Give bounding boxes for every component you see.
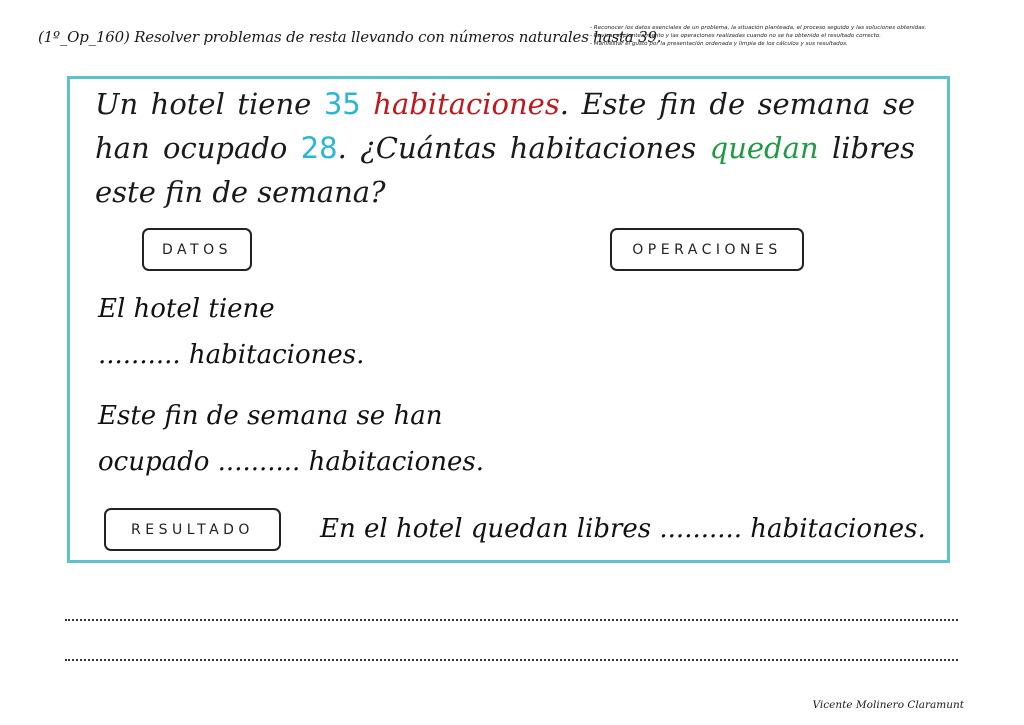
highlight-habitaciones: habitaciones: [373, 87, 560, 121]
problem-text: . Este fin de semana se han ocupado: [95, 87, 916, 165]
highlight-quedan: quedan: [709, 131, 819, 165]
rooms-total-number: 35: [323, 87, 361, 121]
evaluation-criteria: [590, 24, 1000, 48]
resultado-sentence: En el hotel quedan libres .......... habitaciones.: [320, 514, 926, 544]
resultado-label-box: RESULTADO: [104, 508, 281, 551]
answer-line-2: [65, 659, 958, 661]
criterion-1: - Reconocer los datos esenciales de un problema, la situación planteada, el proceso seguido y las soluciones obtenidas.: [590, 25, 927, 31]
rooms-occupied-number: 28: [300, 131, 338, 165]
problem-text: libres este fin de semana?: [95, 131, 915, 209]
datos-line-2: .......... habitaciones.: [98, 340, 365, 370]
datos-line-1: El hotel tiene: [98, 294, 275, 324]
datos-line-4: ocupado .......... habitaciones.: [98, 447, 485, 477]
datos-line-3: Este fin de semana se han: [98, 401, 443, 431]
answer-line-1: [65, 619, 958, 621]
problem-text: . ¿Cuántas habitaciones: [337, 131, 710, 165]
problem-text: [361, 87, 374, 121]
criterion-2: - Revisar el planteamiento y las operaciones realizadas cuando no se ha obtenido el resultado correcto.: [590, 33, 881, 39]
problem-statement: [95, 82, 915, 214]
datos-label-box: DATOS: [142, 228, 252, 271]
operaciones-label-box: OPERACIONES: [610, 228, 804, 271]
criterion-3: - Manifestar el gusto por la presentación ordenada y limpia de los cálculos y sus resultados.: [590, 41, 848, 47]
problem-text: Un hotel tiene: [95, 87, 324, 121]
worksheet-title: (1º_Op_160) Resolver problemas de resta llevando con números naturales hasta 39.: [38, 28, 662, 46]
author-signature: Vicente Molinero Claramunt: [812, 699, 964, 711]
